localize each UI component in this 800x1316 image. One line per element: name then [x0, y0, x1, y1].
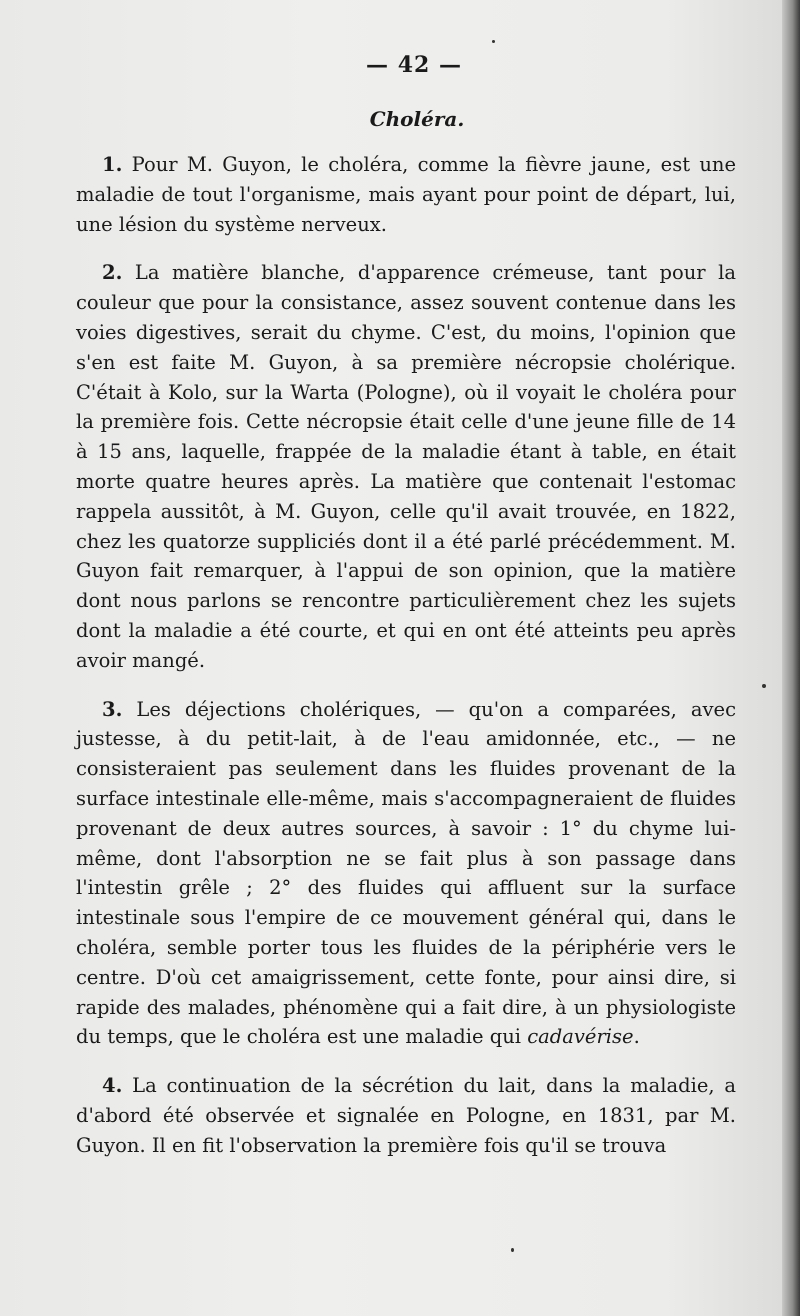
paragraph-1	[76, 150, 736, 239]
paragraph-text: La continuation de la sécrétion du lait, dans la maladie, a d'abord été observée et signalée en Pologne, en 1831, par M. Guyon. Il en fit l'observation la première fois qu'il se trouva	[76, 1074, 737, 1157]
paragraph-text: Pour M. Guyon, le choléra, comme la fièvre jaune, est une maladie de tout l'organisme, mais ayant pour point de départ, lui, une lésion du système nerveux.	[76, 153, 736, 236]
paper-speck	[511, 1248, 514, 1252]
paragraph-number: 3.	[102, 697, 123, 721]
page-edge-shadow	[782, 0, 800, 1316]
paragraph-4	[76, 1071, 736, 1160]
paragraph-text: La matière blanche, d'apparence crémeuse, tant pour la couleur que pour la consistance, assez souvent contenue dans les voies digestives, serait du chyme. C'est, du moins, l'opinion que s'en est faite M. Guyon, à sa première nécropsie cholérique. C'était à Kolo, sur la Warta (Pologne), où il voyait le choléra pour la première fois. Cette nécropsie était celle d'une jeune fille de 14 à 15 ans, laquelle, frappée de la maladie étant à table, en était morte quatre heures après. La matière que contenait l'estomac rappela aussitôt, à M. Guyon, celle qu'il avait trouvée, en 1822, chez les quatorze suppliciés dont il a été parlé précédemment. M. Guyon fait remarquer, à l'appui de son opinion, que la matière dont nous parlons se rencontre particulièrement chez les sujets dont la maladie a été courte, et qui en ont été atteints peu après avoir mangé.	[76, 261, 736, 672]
paragraph-number: 1.	[102, 153, 123, 176]
page-text	[76, 48, 736, 1161]
paragraph-number: 2.	[102, 261, 123, 285]
paragraph-tail: .	[633, 1025, 640, 1049]
paragraph-3	[76, 695, 736, 1053]
section-title: Choléra.	[369, 107, 465, 131]
paper-speck	[762, 684, 766, 688]
paper-speck	[492, 40, 495, 43]
paragraph-2	[76, 258, 736, 675]
emphasized-word: cadavérise	[527, 1025, 634, 1049]
paragraph-number: 4.	[102, 1074, 123, 1098]
page-number: — 42 —	[366, 52, 462, 78]
paragraph-text: Les déjections cholériques, — qu'on a comparées, avec justesse, à du petit-lait, à de l'eau amidonnée, etc., — ne consisteraient pas seulement dans les fluides provenant de la surface intestinale elle-même, mais s'accompagneraient de fluides provenant de deux autres sources, à savoir : 1° du chyme lui-même, dont l'absorption ne se fait plus à son passage dans l'intestin grêle ; 2° des fluides qui affluent sur la surface intestinale sous l'empire de ce mouvement général qui, dans le choléra, semble porter tous les fluides de la périphérie vers le centre. D'où cet amaigrissement, cette fonte, pour ainsi dire, si rapide des malades, phénomène qui a fait dire, à un physiologiste du temps, que le choléra est une maladie qui	[76, 697, 736, 1049]
